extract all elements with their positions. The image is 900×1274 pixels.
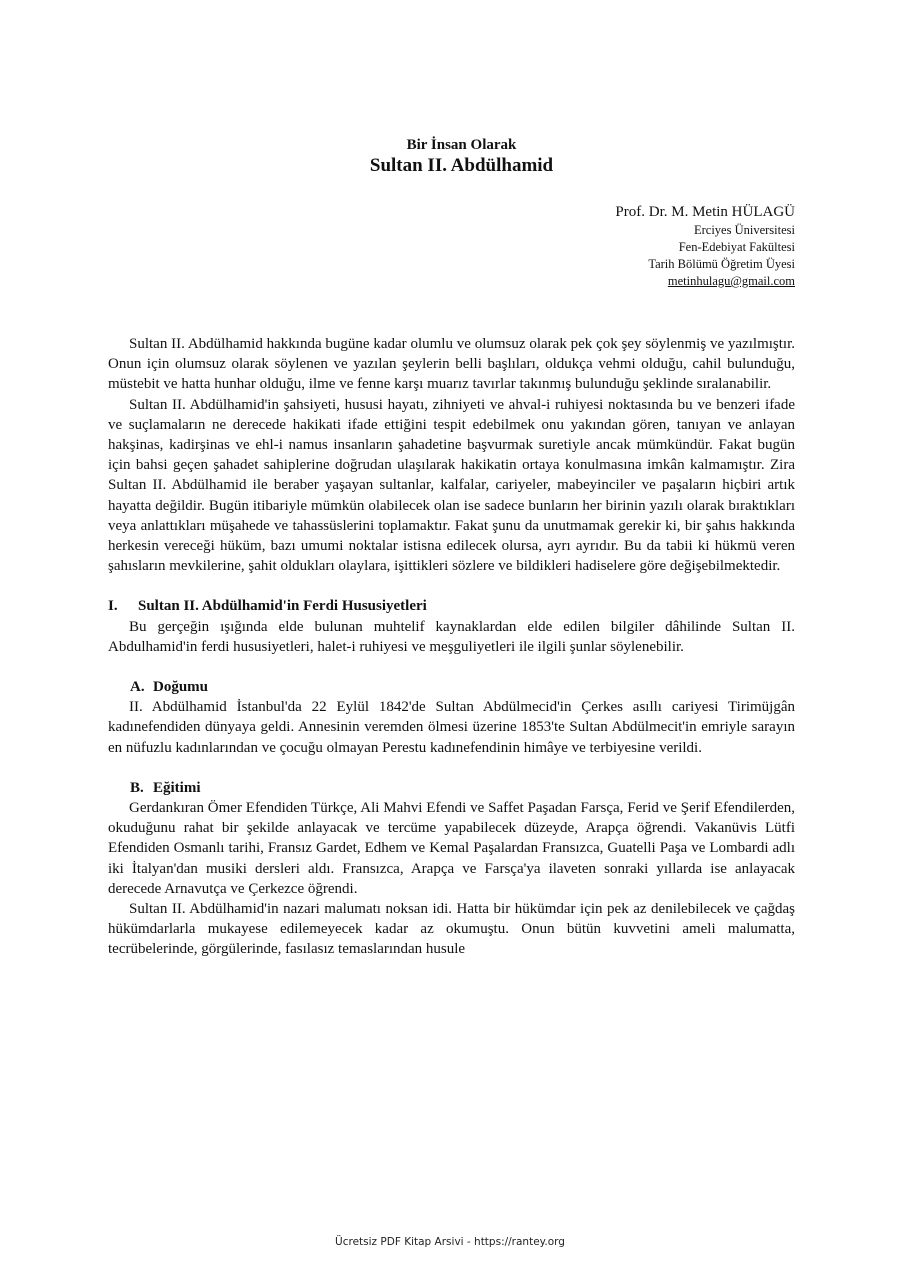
- section-number: I.: [108, 598, 118, 615]
- intro-paragraph-2: Sultan II. Abdülhamid'in şahsiyeti, hususi hayatı, zihniyeti ve ahval-i ruhiyesi noktasında bu ve benzeri ifade ve suçlamaların ne derecede hakikati ifade ettiğini tespit edebilmek onu yakından gören, tanıyan ve anlayan hakşinas, kadirşinas ve ehl-i namus insanların şahadetine başvurmak suretiyle ancak mümkündür. Fakat bugün için bahsi geçen şahadet sahiplerine doğrudan ulaşılarak hakikatin ortaya konulmasına imkân kalmamıştır. Zira Sultan II. Abdülhamid ile beraber yaşayan sultanlar, kalfalar, cariyeler, mabeyinciler ve paşaların hiçbiri artık hayatta değildir. Bugün itibariyle mümkün olabilecek olan ise sadece bunların her birinin yazılı olarak bıraktıkları veya anlattıkları müşahede ve tahassüslerini toplamaktır. Fakat şunu da unutmamak gerekir ki, bir şahıs hakkında herkesin vereceği hüküm, bazı umumi noktalar istisna edilecek olursa, ayrı ayrıdır. Bu da tabii ki hükmü veren şahısların mevkilerine, şahit oldukları olaylara, işittikleri sözlere ve bildikleri hadiselere göre değişebilmektedir.: [108, 396, 795, 575]
- section-paragraph: Bu gerçeğin ışığında elde bulunan muhtelif kaynaklardan elde edilen bilgiler dâhilinde Sultan II. Abdulhamid'in ferdi hususiyetleri, halet-i ruhiyesi ve meşguliyetleri ile ilgili şunlar söylenebilir.: [108, 618, 795, 655]
- author-university: Erciyes Üniversitesi: [693, 223, 795, 237]
- subsection-letter: A.: [130, 679, 145, 696]
- subsection-heading-education: [108, 778, 795, 798]
- author-faculty: Fen-Edebiyat Fakültesi: [678, 240, 795, 254]
- subsection-letter: B.: [130, 779, 144, 796]
- author-department: Tarih Bölümü Öğretim Üyesi: [648, 257, 795, 271]
- section-title: Sultan II. Abdülhamid'in Ferdi Hususiyetleri: [138, 598, 427, 615]
- subsection-title: Doğumu: [153, 679, 209, 696]
- title-block: [108, 136, 815, 178]
- document-supertitle: Bir İnsan Olarak: [406, 137, 517, 153]
- intro-paragraph-1: Sultan II. Abdülhamid hakkında bugüne kadar olumlu ve olumsuz olarak pek çok şey söylenmiş ve yazılmıştır. Onun için olumsuz olarak söylenen ve yazılan şeylerin belli başlıları, oldukça vehmi olduğu, cahil bulunduğu, müstebit ve hatta hunhar olduğu, ilme ve fenne karşı muarız tavırlar takınmış bulunduğu şeklinde sıralanabilir.: [108, 336, 795, 393]
- subsection-heading-birth: [108, 677, 795, 697]
- document-body: [108, 334, 795, 960]
- author-block: [615, 202, 795, 290]
- author-name: Prof. Dr. M. Metin HÜLAGÜ: [615, 204, 795, 220]
- author-email-link[interactable]: metinhulagu@gmail.com: [667, 274, 795, 288]
- document-title: Sultan II. Abdülhamid: [369, 155, 554, 176]
- section-heading: [108, 596, 795, 616]
- birth-paragraph: II. Abdülhamid İstanbul'da 22 Eylül 1842'de Sultan Abdülmecid'in Çerkes asıllı cariyesi Tirimüjgân kadınefendiden dünyaya geldi. Annesinin veremden ölmesi üzerine 1853'te Sultan Abdülmecit'in emriyle sarayın en nüfuzlu kadınlarından ve çocuğu olmayan Perestu kadınefendinin himâye ve terbiyesine verildi.: [108, 699, 795, 756]
- education-paragraph-2: Sultan II. Abdülhamid'in nazari malumatı noksan idi. Hatta bir hükümdar için pek az denilebilecek ve çağdaş hükümdarlarla mukayese edilemeyecek kadar az okumuştu. Onun bütün kuvvetini ameli malumatta, tecrübelerinde, görgülerinde, fasılasız temaslarından husule: [108, 901, 795, 958]
- subsection-title: Eğitimi: [153, 779, 201, 796]
- education-paragraph-1: Gerdankıran Ömer Efendiden Türkçe, Ali Mahvi Efendi ve Saffet Paşadan Farsça, Ferid ve Şerif Efendilerden, okuduğunu rahat bir şekilde anlayacak ve tercüme yapabilecek düzeyde, Arapça öğrendi. Vakanüvis Lütfi Efendiden Osmanlı tarihi, Fransız Gardet, Edhem ve Kemal Paşalardan Fransızca, Guatelli Paşa ve Lombardi adlı iki İtalyan'dan musiki dersleri aldı. Fransızca, Arapça ve Farsça'ya ilaveten sonraki yıllarda ise anlayacak derecede Arnavutça ve Çerkezce öğrendi.: [108, 800, 795, 897]
- page-footer: Ücretsiz PDF Kitap Arsivi - https://rantey.org: [335, 1236, 565, 1248]
